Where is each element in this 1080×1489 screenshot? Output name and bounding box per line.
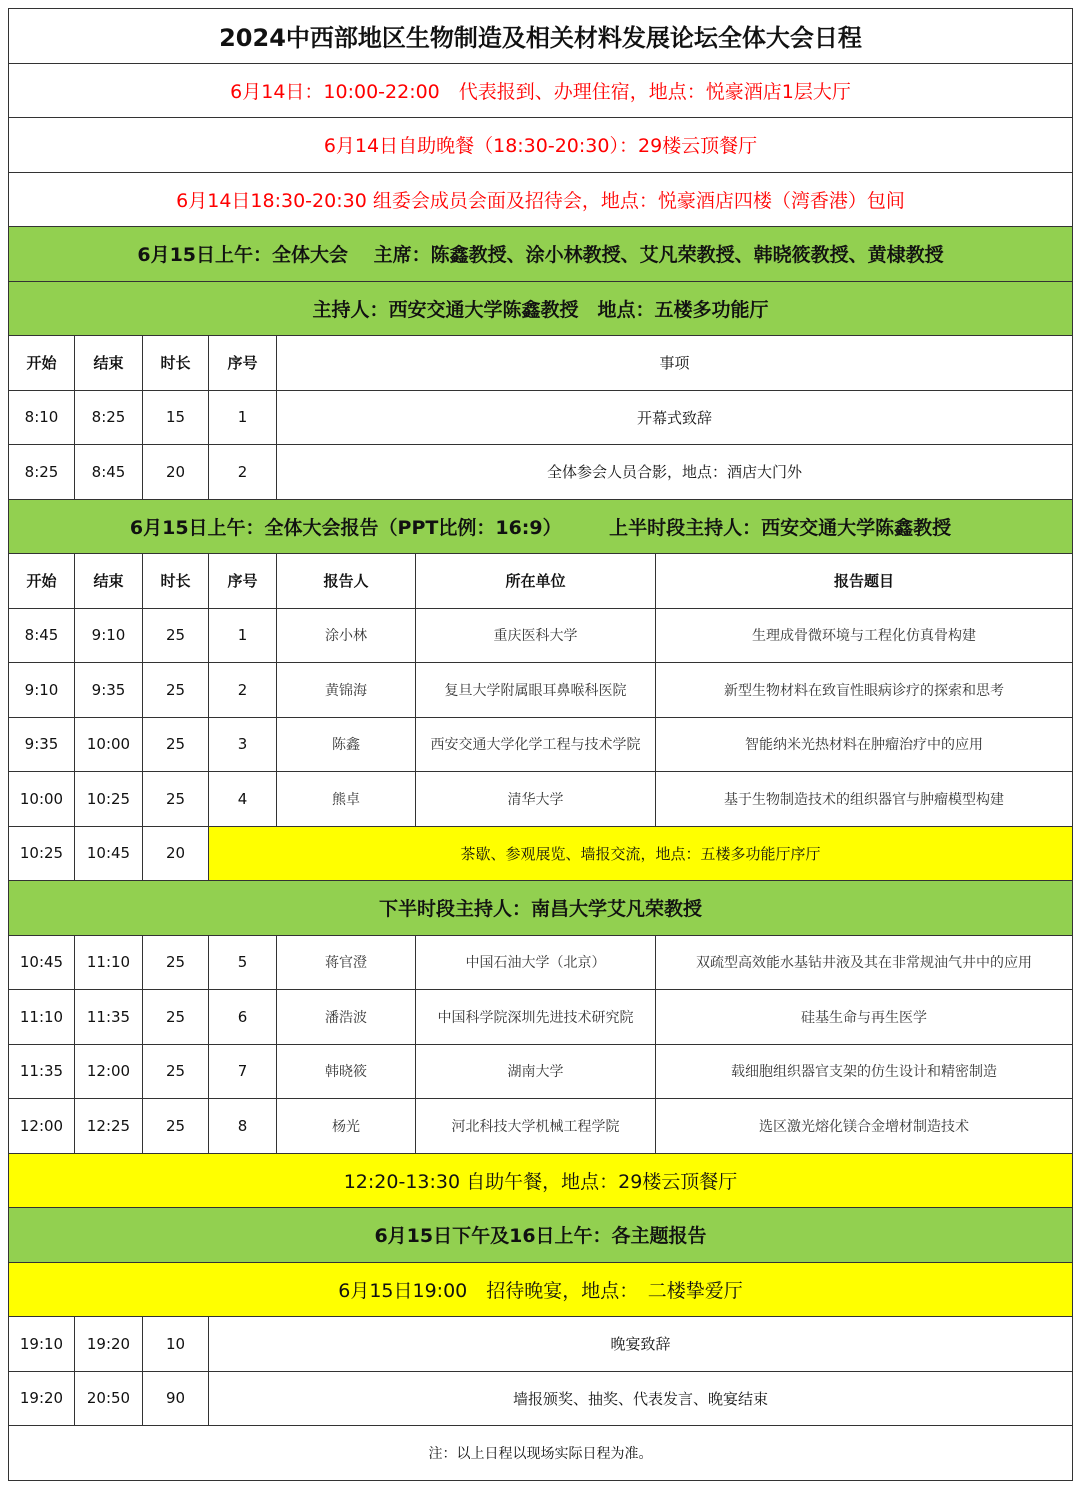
cell: 19:20 [75, 1317, 143, 1372]
cell: 12:00 [75, 1044, 143, 1099]
section-heading-row [9, 227, 1073, 282]
cell: 6 [209, 990, 277, 1045]
affiliation-cell: 重庆医科大学 [416, 608, 656, 663]
talk-title-cell: 基于生物制造技术的组织器官与肿瘤模型构建 [656, 772, 1073, 827]
cell: 25 [143, 1099, 209, 1154]
speaker-cell: 潘浩波 [277, 990, 416, 1045]
header-row [9, 554, 1073, 609]
column-header: 结束 [75, 336, 143, 391]
table-row [9, 390, 1073, 445]
break-cell: 茶歇、参观展览、墙报交流，地点：五楼多功能厅序厅 [209, 826, 1073, 881]
section-heading-row [9, 499, 1073, 554]
cell: 90 [143, 1371, 209, 1426]
event-cell: 开幕式致辞 [277, 390, 1073, 445]
cell: 25 [143, 663, 209, 718]
section-heading-row [9, 881, 1073, 936]
talk-title-cell: 生理成骨微环境与工程化仿真骨构建 [656, 608, 1073, 663]
speaker-cell: 熊卓 [277, 772, 416, 827]
table-row [9, 935, 1073, 990]
cell: 10:25 [75, 772, 143, 827]
cell: 2 [209, 663, 277, 718]
notice-text: 6月14日18:30-20:30 组委会成员会面及招待会，地点：悦豪酒店四楼（湾香港）包间 [9, 172, 1073, 227]
cell: 8:10 [9, 390, 75, 445]
cell: 8:25 [9, 445, 75, 500]
column-header: 报告人 [277, 554, 416, 609]
column-header: 序号 [209, 554, 277, 609]
cell: 12:00 [9, 1099, 75, 1154]
break-row [9, 826, 1073, 881]
cell: 20:50 [75, 1371, 143, 1426]
header-row [9, 336, 1073, 391]
speaker-cell: 杨光 [277, 1099, 416, 1154]
talk-title-cell: 选区激光熔化镁合金增材制造技术 [656, 1099, 1073, 1154]
cell: 1 [209, 608, 277, 663]
cell: 11:35 [9, 1044, 75, 1099]
notice-text: 6月14日：10:00-22:00 代表报到、办理住宿，地点：悦豪酒店1层大厅 [9, 63, 1073, 118]
affiliation-cell: 中国科学院深圳先进技术研究院 [416, 990, 656, 1045]
cell: 9:10 [75, 608, 143, 663]
table-row [9, 608, 1073, 663]
cell: 10 [143, 1317, 209, 1372]
column-header: 时长 [143, 554, 209, 609]
section-heading: 下半时段主持人：南昌大学艾凡荣教授 [9, 881, 1073, 936]
note-row [9, 1426, 1073, 1481]
schedule-table [8, 8, 1073, 1481]
dinner-info: 6月15日19:00 招待晚宴，地点： 二楼挚爱厅 [9, 1262, 1073, 1317]
cell: 20 [143, 445, 209, 500]
talk-title-cell: 双疏型高效能水基钻井液及其在非常规油气井中的应用 [656, 935, 1073, 990]
host-info: 主持人：西安交通大学陈鑫教授 地点：五楼多功能厅 [9, 281, 1073, 336]
cell: 8:45 [75, 445, 143, 500]
talk-title-cell: 新型生物材料在致盲性眼病诊疗的探索和思考 [656, 663, 1073, 718]
cell: 3 [209, 717, 277, 772]
column-header: 结束 [75, 554, 143, 609]
cell: 25 [143, 1044, 209, 1099]
cell: 2 [209, 445, 277, 500]
table-row [9, 717, 1073, 772]
cell: 25 [143, 608, 209, 663]
column-header: 开始 [9, 336, 75, 391]
notice-row [9, 172, 1073, 227]
talk-title-cell: 载细胞组织器官支架的仿生设计和精密制造 [656, 1044, 1073, 1099]
cell: 7 [209, 1044, 277, 1099]
cell: 9:10 [9, 663, 75, 718]
section-heading-row [9, 281, 1073, 336]
cell: 10:45 [9, 935, 75, 990]
cell: 19:10 [9, 1317, 75, 1372]
lunch-info: 12:20-13:30 自助午餐，地点：29楼云顶餐厅 [9, 1153, 1073, 1208]
cell: 11:10 [9, 990, 75, 1045]
table-row [9, 1371, 1073, 1426]
lunch-row [9, 1153, 1073, 1208]
column-header: 所在单位 [416, 554, 656, 609]
section-heading: 6月15日上午：全体大会报告（PPT比例：16:9） 上半时段主持人：西安交通大学陈鑫教授 [9, 499, 1073, 554]
cell: 10:00 [9, 772, 75, 827]
event-cell: 晚宴致辞 [209, 1317, 1073, 1372]
column-header: 时长 [143, 336, 209, 391]
column-header: 序号 [209, 336, 277, 391]
dinner-row [9, 1262, 1073, 1317]
cell: 20 [143, 826, 209, 881]
cell: 19:20 [9, 1371, 75, 1426]
table-row [9, 1317, 1073, 1372]
column-header: 事项 [277, 336, 1073, 391]
affiliation-cell: 清华大学 [416, 772, 656, 827]
column-header: 报告题目 [656, 554, 1073, 609]
affiliation-cell: 河北科技大学机械工程学院 [416, 1099, 656, 1154]
cell: 10:25 [9, 826, 75, 881]
speaker-cell: 韩晓筱 [277, 1044, 416, 1099]
table-row [9, 445, 1073, 500]
affiliation-cell: 中国石油大学（北京） [416, 935, 656, 990]
cell: 10:00 [75, 717, 143, 772]
talk-title-cell: 智能纳米光热材料在肿瘤治疗中的应用 [656, 717, 1073, 772]
title-row [9, 9, 1073, 64]
cell: 9:35 [9, 717, 75, 772]
event-cell: 全体参会人员合影，地点：酒店大门外 [277, 445, 1073, 500]
table-row [9, 990, 1073, 1045]
cell: 15 [143, 390, 209, 445]
table-row [9, 772, 1073, 827]
cell: 12:25 [75, 1099, 143, 1154]
cell: 25 [143, 935, 209, 990]
affiliation-cell: 西安交通大学化学工程与技术学院 [416, 717, 656, 772]
affiliation-cell: 湖南大学 [416, 1044, 656, 1099]
speaker-cell: 陈鑫 [277, 717, 416, 772]
cell: 25 [143, 772, 209, 827]
cell: 11:35 [75, 990, 143, 1045]
cell: 8:45 [9, 608, 75, 663]
cell: 8:25 [75, 390, 143, 445]
cell: 25 [143, 717, 209, 772]
event-cell: 墙报颁奖、抽奖、代表发言、晚宴结束 [209, 1371, 1073, 1426]
speaker-cell: 蒋官澄 [277, 935, 416, 990]
cell: 5 [209, 935, 277, 990]
affiliation-cell: 复旦大学附属眼耳鼻喉科医院 [416, 663, 656, 718]
notice-row [9, 118, 1073, 173]
cell: 1 [209, 390, 277, 445]
section-heading-row [9, 1208, 1073, 1263]
notice-row [9, 63, 1073, 118]
cell: 4 [209, 772, 277, 827]
cell: 11:10 [75, 935, 143, 990]
page-title: 2024中西部地区生物制造及相关材料发展论坛全体大会日程 [9, 9, 1073, 64]
cell: 9:35 [75, 663, 143, 718]
notice-text: 6月14日自助晚餐（18:30-20:30）：29楼云顶餐厅 [9, 118, 1073, 173]
column-header: 开始 [9, 554, 75, 609]
section-heading: 6月15日上午：全体大会 主席：陈鑫教授、涂小林教授、艾凡荣教授、韩晓筱教授、黄棣教授 [9, 227, 1073, 282]
section-heading: 6月15日下午及16日上午：各主题报告 [9, 1208, 1073, 1263]
speaker-cell: 黄锦海 [277, 663, 416, 718]
speaker-cell: 涂小林 [277, 608, 416, 663]
table-row [9, 1044, 1073, 1099]
cell: 8 [209, 1099, 277, 1154]
talk-title-cell: 硅基生命与再生医学 [656, 990, 1073, 1045]
cell: 10:45 [75, 826, 143, 881]
cell: 25 [143, 990, 209, 1045]
table-row [9, 663, 1073, 718]
table-row [9, 1099, 1073, 1154]
footnote: 注：以上日程以现场实际日程为准。 [9, 1426, 1073, 1481]
